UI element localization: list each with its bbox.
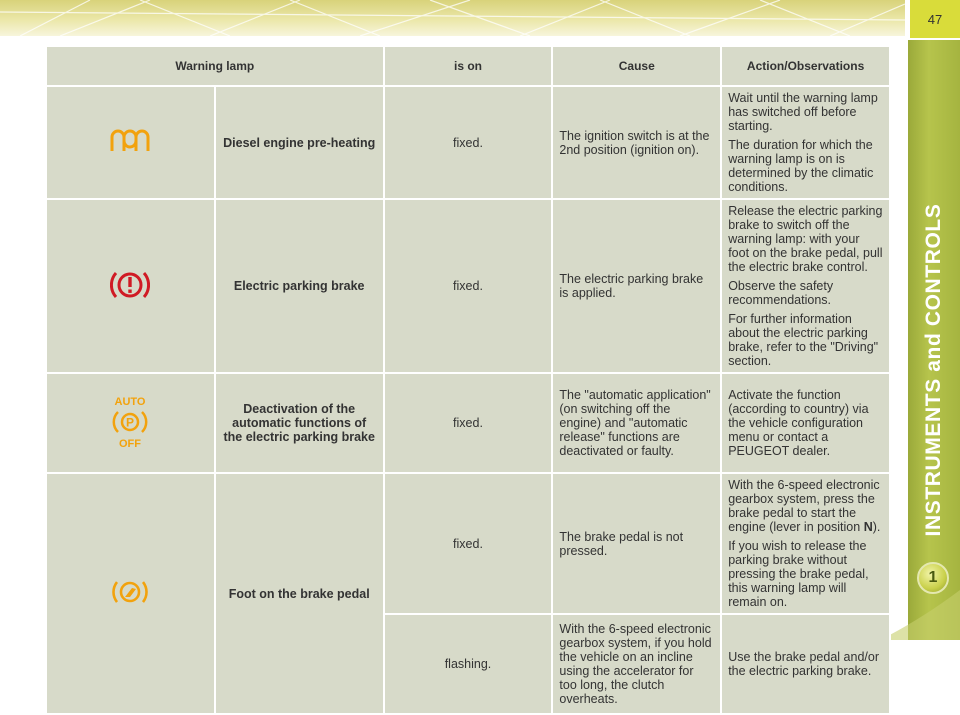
svg-text:AUTO: AUTO xyxy=(114,395,146,408)
is-on-value: fixed. xyxy=(384,86,553,199)
action-paragraph: Release the electric parking brake to switch off the warning lamp: with your foot on the brake pedal, pull the electric brake control. xyxy=(728,204,883,274)
is-on-value: fixed. xyxy=(384,373,553,473)
action-paragraph: The duration for which the warning lamp is on is determined by the climatic conditions. xyxy=(728,138,874,194)
header-cause: Cause xyxy=(552,46,721,86)
auto-p-off-icon xyxy=(46,373,215,473)
header-is-on: is on xyxy=(384,46,553,86)
header-warning-lamp: Warning lamp xyxy=(46,46,384,86)
action-text xyxy=(721,199,890,373)
action-paragraph xyxy=(728,478,883,534)
action-text xyxy=(721,473,890,614)
svg-text:OFF: OFF xyxy=(119,437,142,450)
lamp-name: Foot on the brake pedal xyxy=(215,473,384,714)
table-header-row xyxy=(46,46,890,86)
parking-brake-icon xyxy=(46,199,215,373)
lamp-name: Electric parking brake xyxy=(215,199,384,373)
cause-text: The electric parking brake is applied. xyxy=(552,199,721,373)
action-paragraph: Wait until the warning lamp has switched off before starting. xyxy=(728,91,878,133)
action-text xyxy=(721,614,890,714)
is-on-value: flashing. xyxy=(384,614,553,714)
gear-position-label: N xyxy=(863,520,873,534)
action-paragraph: Observe the safety recommendations. xyxy=(728,279,834,307)
corner-curve xyxy=(880,590,960,640)
action-text xyxy=(721,373,890,473)
glow-plug-icon xyxy=(46,86,215,199)
table-row xyxy=(46,199,890,373)
table-row xyxy=(46,473,890,614)
banner-decoration xyxy=(0,0,905,36)
action-text-segment: With the 6-speed electronic gearbox system, press the brake pedal to start the engine (lever in position xyxy=(728,478,880,534)
action-paragraph: If you wish to release the parking brake without pressing the brake pedal, this warning lamp will remain on. xyxy=(728,539,869,609)
lamp-name: Diesel engine pre-heating xyxy=(215,86,384,199)
table-row xyxy=(46,86,890,199)
action-paragraph: For further information about the electric parking brake, refer to the "Driving" section. xyxy=(728,312,879,368)
is-on-value: fixed. xyxy=(384,199,553,373)
warning-lamp-table xyxy=(45,45,891,715)
svg-text:P: P xyxy=(126,415,135,429)
cause-text: With the 6-speed electronic gearbox system, if you hold the vehicle on an incline using the accelerator for too long, the clutch overheats. xyxy=(552,614,721,714)
chapter-title: INSTRUMENTS and CONTROLS xyxy=(922,203,945,537)
header-banner xyxy=(0,0,905,36)
action-paragraph: Use the brake pedal and/or the electric parking brake. xyxy=(728,650,879,678)
lamp-name: Deactivation of the automatic functions of the electric parking brake xyxy=(215,373,384,473)
is-on-value: fixed. xyxy=(384,473,553,614)
cause-text: The "automatic application" (on switching off the engine) and "automatic release" functions are deactivated or faulty. xyxy=(552,373,721,473)
chapter-badge: 1 xyxy=(917,562,949,594)
page-number: 47 xyxy=(910,0,960,38)
header-action: Action/Observations xyxy=(721,46,890,86)
cause-text: The ignition switch is at the 2nd position (ignition on). xyxy=(552,86,721,199)
action-paragraph: Activate the function (according to country) via the vehicle configuration menu or contact a PEUGEOT dealer. xyxy=(728,388,869,458)
foot-on-brake-icon xyxy=(46,473,215,714)
table-row xyxy=(46,373,890,473)
cause-text: The brake pedal is not pressed. xyxy=(552,473,721,614)
action-text-segment: ). xyxy=(872,520,881,534)
action-text xyxy=(721,86,890,199)
